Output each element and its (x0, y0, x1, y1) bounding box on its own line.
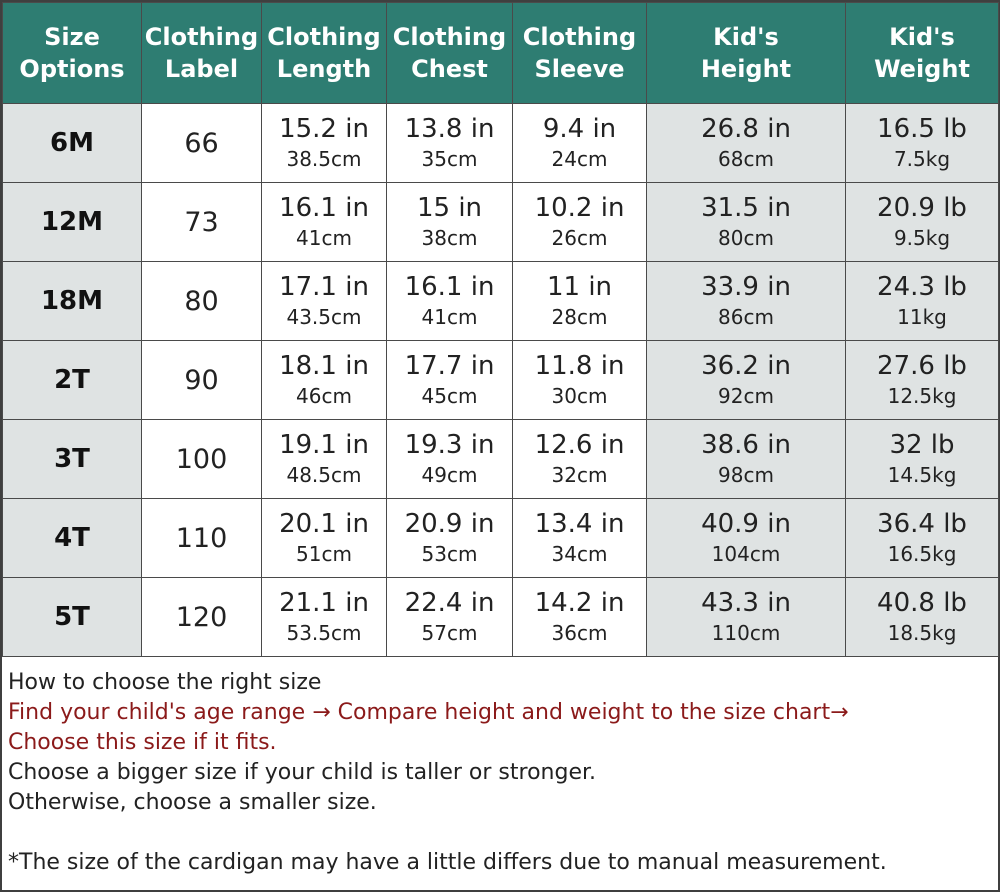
weight-lb: 16.5 lb (877, 114, 967, 144)
height-in: 36.2 in (701, 351, 791, 381)
sleeve-cm: 26cm (551, 226, 608, 250)
chest-cell (387, 262, 513, 341)
chest-in: 19.3 in (404, 430, 495, 460)
weight-kg: 9.5kg (893, 226, 951, 250)
height-in: 38.6 in (701, 430, 791, 460)
length-cm: 46cm (296, 384, 352, 408)
size-option-cell: 2T (3, 341, 142, 420)
length-cm: 51cm (296, 542, 352, 566)
notes-heading: How to choose the right size (8, 670, 322, 695)
chest-in: 22.4 in (404, 588, 495, 618)
length-cm: 48.5cm (286, 463, 362, 487)
length-in: 18.1 in (279, 351, 369, 381)
length-cm: 53.5cm (286, 621, 362, 645)
length-cell (262, 578, 387, 657)
height-in: 31.5 in (701, 193, 791, 223)
sleeve-cell (513, 183, 647, 262)
sleeve-in: 11 in (546, 272, 613, 302)
sleeve-in: 12.6 in (534, 430, 625, 460)
header-row (3, 3, 999, 104)
sleeve-cm: 32cm (551, 463, 608, 487)
height-cm: 98cm (718, 463, 774, 487)
header-clothing-chest: Clothing Chest (387, 3, 513, 104)
table-row (3, 578, 999, 657)
weight-lb: 24.3 lb (877, 272, 967, 302)
weight-cell (846, 578, 999, 657)
sleeve-cm: 28cm (551, 305, 608, 329)
table-row (3, 499, 999, 578)
chest-cell (387, 420, 513, 499)
chest-cm: 57cm (421, 621, 478, 645)
weight-cell (846, 183, 999, 262)
sleeve-cell (513, 104, 647, 183)
height-cm: 80cm (718, 226, 774, 250)
header-size-options: Size Options (3, 3, 142, 104)
chest-in: 16.1 in (404, 272, 495, 302)
table-row (3, 420, 999, 499)
chest-cm: 35cm (421, 147, 478, 171)
length-cell (262, 341, 387, 420)
weight-kg: 14.5kg (887, 463, 957, 487)
height-cm: 104cm (711, 542, 781, 566)
weight-lb: 40.8 lb (877, 588, 967, 618)
table-row (3, 262, 999, 341)
header-clothing-length: Clothing Length (262, 3, 387, 104)
clothing-label-cell: 100 (142, 420, 262, 499)
sleeve-in: 13.4 in (534, 509, 625, 539)
weight-lb: 32 lb (889, 430, 955, 460)
clothing-label-cell: 110 (142, 499, 262, 578)
sleeve-cm: 24cm (551, 147, 608, 171)
clothing-label-cell: 80 (142, 262, 262, 341)
height-in: 43.3 in (701, 588, 791, 618)
chest-in: 13.8 in (404, 114, 495, 144)
height-cm: 110cm (711, 621, 781, 645)
length-cell (262, 499, 387, 578)
length-in: 16.1 in (279, 193, 369, 223)
length-in: 15.2 in (279, 114, 369, 144)
size-option-cell: 3T (3, 420, 142, 499)
clothing-label-cell: 90 (142, 341, 262, 420)
size-option-cell: 12M (3, 183, 142, 262)
table-row (3, 341, 999, 420)
clothing-label-cell: 73 (142, 183, 262, 262)
bigger-size-tip: Choose a bigger size if your child is taller or stronger. (8, 760, 596, 785)
clothing-label-cell: 120 (142, 578, 262, 657)
size-option-cell: 6M (3, 104, 142, 183)
chest-in: 20.9 in (404, 509, 495, 539)
length-in: 20.1 in (279, 509, 369, 539)
sleeve-cm: 30cm (551, 384, 608, 408)
sleeve-in: 10.2 in (534, 193, 625, 223)
measurement-disclaimer: *The size of the cardigan may have a little differs due to manual measurement. (8, 850, 887, 875)
sleeve-cm: 36cm (551, 621, 608, 645)
height-cell (647, 420, 846, 499)
height-cell (647, 578, 846, 657)
size-option-cell: 18M (3, 262, 142, 341)
sleeve-in: 14.2 in (534, 588, 625, 618)
chest-cell (387, 578, 513, 657)
height-in: 33.9 in (701, 272, 791, 302)
size-guide-notes (8, 668, 993, 878)
chest-cm: 49cm (421, 463, 478, 487)
chest-cm: 53cm (421, 542, 478, 566)
length-cell (262, 104, 387, 183)
height-in: 26.8 in (701, 114, 791, 144)
weight-kg: 16.5kg (887, 542, 957, 566)
height-cell (647, 262, 846, 341)
length-in: 17.1 in (279, 272, 369, 302)
sleeve-cm: 34cm (551, 542, 608, 566)
size-option-cell: 4T (3, 499, 142, 578)
sleeve-cell (513, 499, 647, 578)
length-in: 21.1 in (279, 588, 369, 618)
chest-cell (387, 183, 513, 262)
height-cm: 68cm (718, 147, 774, 171)
spacer (8, 818, 993, 848)
length-in: 19.1 in (279, 430, 369, 460)
height-cm: 86cm (718, 305, 774, 329)
height-cm: 92cm (718, 384, 774, 408)
length-cell (262, 183, 387, 262)
chest-cell (387, 104, 513, 183)
sleeve-cell (513, 262, 647, 341)
height-cell (647, 183, 846, 262)
length-cell (262, 420, 387, 499)
weight-kg: 11kg (897, 305, 947, 329)
header-kids-height: Kid's Height (647, 3, 846, 104)
weight-cell (846, 341, 999, 420)
weight-kg: 12.5kg (887, 384, 957, 408)
weight-cell (846, 262, 999, 341)
weight-lb: 20.9 lb (877, 193, 967, 223)
header-clothing-sleeve: Clothing Sleeve (513, 3, 647, 104)
header-kids-weight: Kid's Weight (846, 3, 999, 104)
sleeve-in: 9.4 in (542, 114, 617, 144)
weight-lb: 27.6 lb (877, 351, 967, 381)
sleeve-in: 11.8 in (534, 351, 625, 381)
chest-cm: 38cm (421, 226, 478, 250)
length-cm: 43.5cm (286, 305, 362, 329)
weight-lb: 36.4 lb (877, 509, 967, 539)
height-cell (647, 341, 846, 420)
chest-in: 17.7 in (404, 351, 495, 381)
sleeve-cell (513, 578, 647, 657)
length-cm: 38.5cm (286, 147, 362, 171)
weight-cell (846, 420, 999, 499)
weight-cell (846, 499, 999, 578)
table-row (3, 104, 999, 183)
instruction-line-1: Find your child's age range → Compare height and weight to the size chart→ (8, 700, 849, 725)
clothing-label-cell: 66 (142, 104, 262, 183)
sleeve-cell (513, 420, 647, 499)
weight-kg: 18.5kg (887, 621, 957, 645)
chest-cell (387, 341, 513, 420)
chest-in: 15 in (416, 193, 483, 223)
size-option-cell: 5T (3, 578, 142, 657)
sleeve-cell (513, 341, 647, 420)
size-table (2, 2, 999, 657)
chest-cm: 45cm (421, 384, 478, 408)
smaller-size-tip: Otherwise, choose a smaller size. (8, 790, 377, 815)
height-in: 40.9 in (701, 509, 791, 539)
length-cell (262, 262, 387, 341)
length-cm: 41cm (296, 226, 352, 250)
weight-kg: 7.5kg (893, 147, 951, 171)
height-cell (647, 499, 846, 578)
header-clothing-label: Clothing Label (142, 3, 262, 104)
chest-cm: 41cm (421, 305, 478, 329)
weight-cell (846, 104, 999, 183)
height-cell (647, 104, 846, 183)
chest-cell (387, 499, 513, 578)
instruction-line-2: Choose this size if it fits. (8, 730, 277, 755)
table-row (3, 183, 999, 262)
